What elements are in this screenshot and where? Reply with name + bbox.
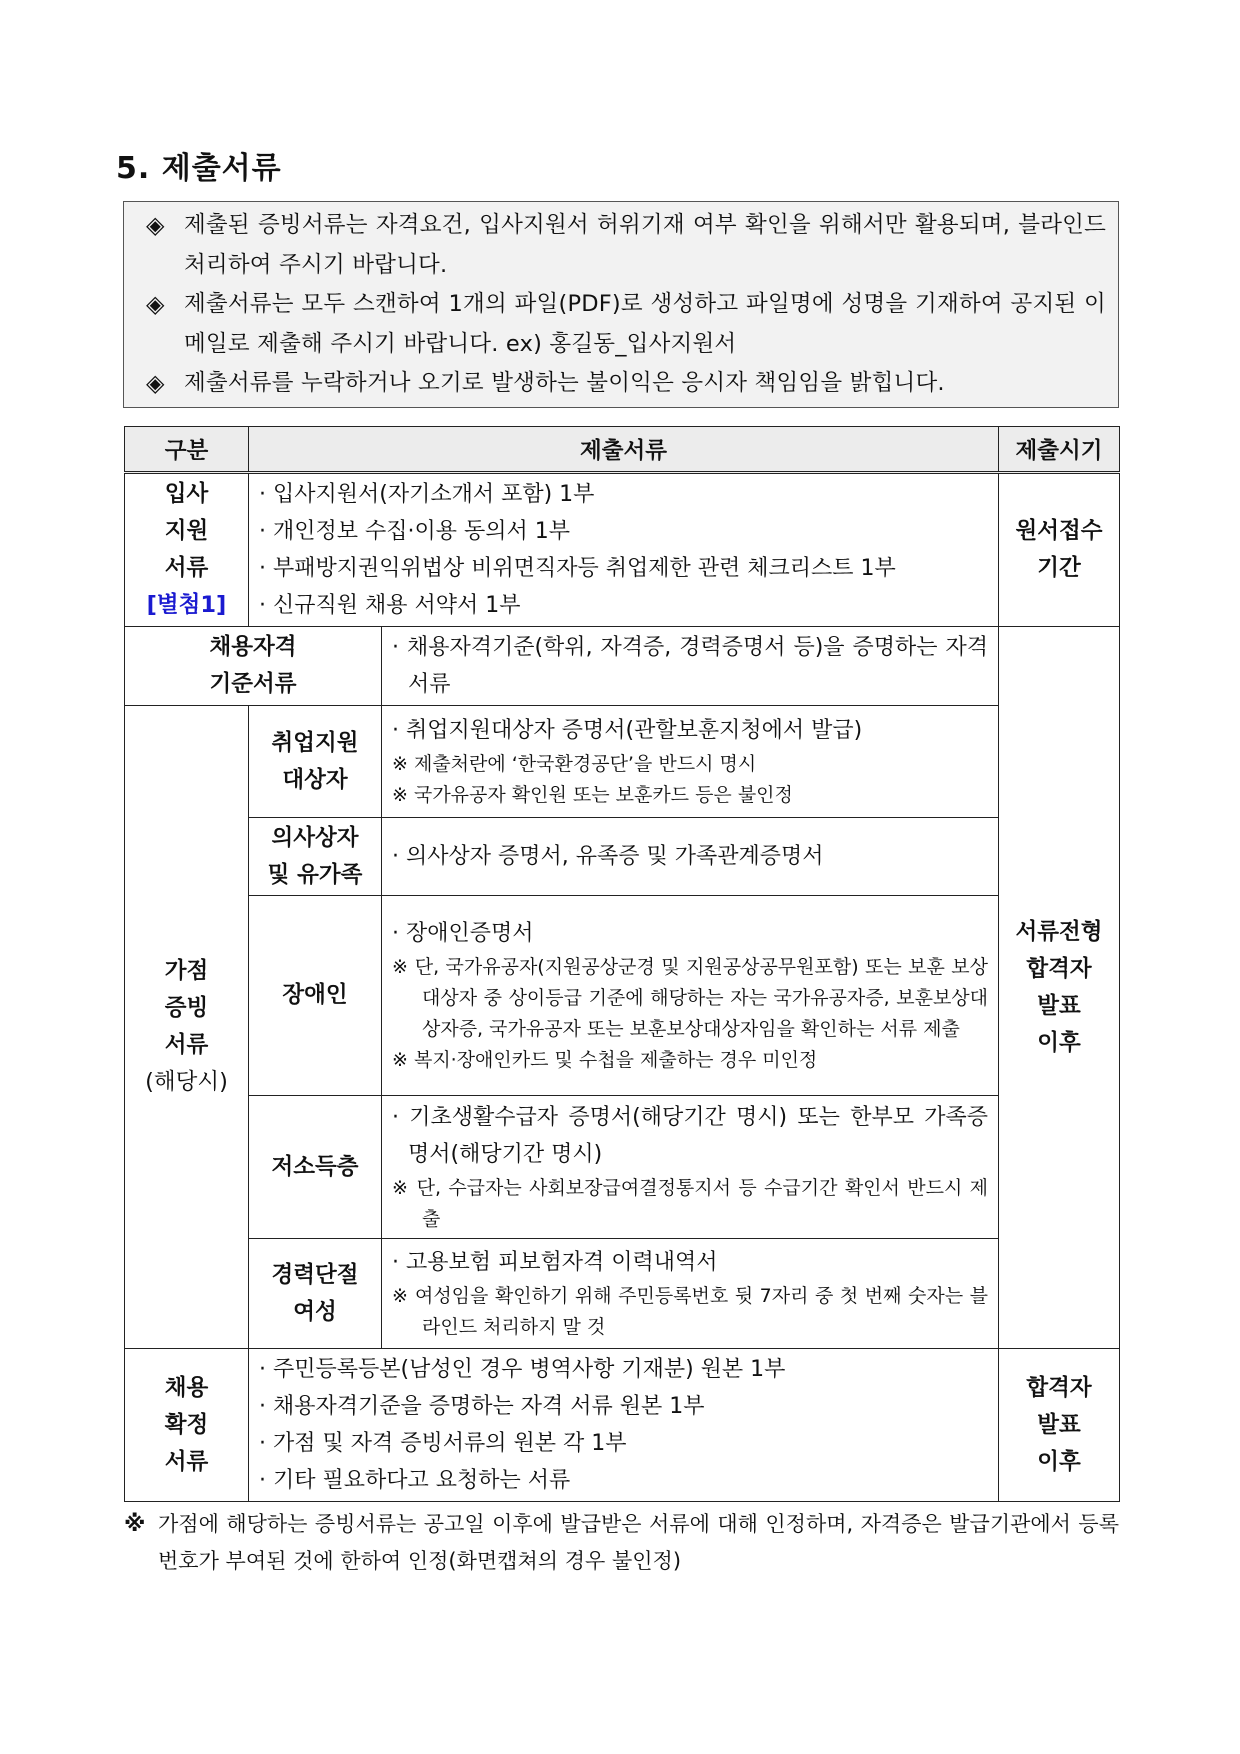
qualification-label — [125, 627, 382, 706]
document-item: · 의사상자 증명서, 유족증 및 가족관계증명서 — [392, 844, 824, 869]
table-row-bonus — [125, 1096, 1120, 1239]
label-line: 여성 — [293, 1298, 337, 1325]
reference-mark-icon: ※ — [124, 1512, 146, 1537]
document-item: · 개인정보 수집·이용 동의서 1부 — [259, 519, 570, 544]
bonus-timing — [999, 627, 1120, 1349]
header-timing: 제출시기 — [999, 427, 1120, 473]
bonus-documents — [382, 1239, 999, 1349]
notice-text: 제출서류는 모두 스캔하여 1개의 파일(PDF)로 생성하고 파일명에 성명을 기재하여 공지된 이메일로 제출해 주시기 바랍니다. ex) 홍길동_입사지원서 — [184, 291, 1106, 357]
application-timing — [999, 473, 1120, 627]
document-item: · 부패방지권익위법상 비위면직자등 취업제한 관련 체크리스트 1부 — [259, 556, 896, 581]
label-line: 채용 — [164, 1374, 209, 1401]
document-item: · 신규직원 채용 서약서 1부 — [259, 593, 521, 618]
bonus-category-label — [249, 706, 382, 818]
document-item: · 입사지원서(자기소개서 포함) 1부 — [259, 482, 595, 507]
document-item: · 기초생활수급자 증명서(해당기간 명시) 또는 한부모 가족증명서(해당기간 명시) — [392, 1105, 989, 1167]
document-note: ※ 복지·장애인카드 및 수첩을 제출하는 경우 미인정 — [392, 1049, 818, 1071]
label-line: 증빙 — [164, 995, 209, 1021]
document-item: · 채용자격기준(학위, 자격증, 경력증명서 등)을 증명하는 자격 서류 — [392, 635, 989, 697]
table-row-bonus — [125, 706, 1120, 818]
document-item: · 취업지원대상자 증명서(관할보훈지청에서 발급) — [392, 718, 863, 743]
qualification-documents — [382, 627, 999, 706]
footnote-text: 가점에 해당하는 증빙서류는 공고일 이후에 발급받은 서류에 대해 인정하며, 자격증은 발급기관에서 등록번호가 부여된 것에 한하여 인정(화면캡쳐의 경우 불인정) — [158, 1512, 1119, 1573]
bonus-category-label — [249, 896, 382, 1096]
table-row-application — [125, 473, 1120, 627]
page-title: 5. 제출서류 — [116, 151, 282, 186]
timing-line: 서류전형 — [1015, 918, 1103, 945]
timing-line: 발표 — [1037, 1411, 1081, 1438]
footnote — [124, 1506, 1119, 1580]
table-row-bonus — [125, 896, 1120, 1096]
bonus-documents — [382, 706, 999, 818]
label-line: 지원 — [164, 518, 209, 544]
attachment-label: [별첨1] — [146, 592, 227, 618]
label-line: 저소득층 — [271, 1153, 359, 1180]
application-label — [125, 473, 249, 627]
bonus-label-sub: (해당시) — [145, 1069, 228, 1095]
diamond-bullet-icon: ◈ — [146, 211, 165, 239]
diamond-bullet-icon: ◈ — [146, 290, 165, 319]
documents-table — [124, 426, 1120, 1502]
table-row-bonus — [125, 818, 1120, 896]
document-item: · 장애인증명서 — [392, 921, 534, 946]
bonus-category-label — [249, 818, 382, 896]
document-note: ※ 여성임을 확인하기 위해 주민등록번호 뒷 7자리 중 첫 번째 숫자는 블라인드 처리하지 말 것 — [392, 1285, 989, 1338]
notice-text: 제출된 증빙서류는 자격요건, 입사지원서 허위기재 여부 확인을 위해서만 활용되며, 블라인드 처리하여 주시기 바랍니다. — [184, 212, 1106, 278]
confirmation-label — [125, 1349, 249, 1502]
label-line: 기준서류 — [209, 671, 297, 697]
label-line: 서류 — [164, 1448, 209, 1475]
notice-item — [136, 285, 1106, 364]
label-line: 서류 — [164, 1032, 209, 1058]
document-note: ※ 제출처란에 ‘한국환경공단’을 반드시 명시 — [392, 753, 757, 775]
document-item: · 주민등록등본(남성인 경우 병역사항 기재분) 원본 1부 — [259, 1357, 786, 1382]
label-line: 대상자 — [282, 766, 348, 793]
label-line: 취업지원 — [271, 729, 359, 756]
bonus-documents — [382, 896, 999, 1096]
label-line: 경력단절 — [271, 1261, 359, 1288]
table-row-bonus — [125, 1239, 1120, 1349]
document-note: ※ 단, 국가유공자(지원공상군경 및 지원공상공무원포함) 또는 보훈 보상대상자 중 상이등급 기준에 해당하는 자는 국가유공자증, 보훈보상대상자증, 국가유공자 또는 보훈보상대상자임을 확인하는 서류 제출 — [392, 956, 989, 1040]
label-line: 입사 — [164, 481, 209, 507]
document-item: · 기타 필요하다고 요청하는 서류 — [259, 1468, 571, 1493]
label-line: 채용자격 — [209, 634, 297, 660]
bonus-category-label — [249, 1239, 382, 1349]
notice-text: 제출서류를 누락하거나 오기로 발생하는 불이익은 응시자 책임임을 밝힙니다. — [184, 370, 945, 397]
application-documents — [249, 473, 999, 627]
timing-line: 원서접수 — [1015, 518, 1103, 544]
table-row-qualification — [125, 627, 1120, 706]
diamond-bullet-icon: ◈ — [146, 369, 165, 398]
document-item: · 고용보험 피보험자격 이력내역서 — [392, 1250, 718, 1275]
bonus-documents — [382, 1096, 999, 1239]
notice-box — [123, 201, 1119, 408]
timing-line: 합격자 — [1026, 1374, 1092, 1401]
document-note: ※ 국가유공자 확인원 또는 보훈카드 등은 불인정 — [392, 784, 793, 806]
timing-line: 합격자 — [1026, 955, 1092, 982]
document-item: · 채용자격기준을 증명하는 자격 서류 원본 1부 — [259, 1394, 705, 1419]
notice-item — [136, 364, 1106, 404]
label-line: 의사상자 — [271, 824, 359, 851]
label-line: 가점 — [164, 958, 209, 984]
label-line: 서류 — [164, 555, 209, 581]
notice-item — [136, 206, 1106, 285]
table-header-row — [125, 427, 1120, 473]
document-item: · 가점 및 자격 증빙서류의 원본 각 1부 — [259, 1431, 627, 1456]
bonus-documents — [382, 818, 999, 896]
confirmation-documents — [249, 1349, 999, 1502]
bonus-category-label — [249, 1096, 382, 1239]
label-line: 장애인 — [282, 982, 348, 1008]
bonus-label — [125, 706, 249, 1349]
table-row-confirmation — [125, 1349, 1120, 1502]
header-documents: 제출서류 — [249, 427, 999, 473]
header-division: 구분 — [125, 427, 249, 473]
document-note: ※ 단, 수급자는 사회보장급여결정통지서 등 수급기간 확인서 반드시 제출 — [392, 1177, 989, 1230]
timing-line: 이후 — [1037, 1029, 1081, 1056]
timing-line: 이후 — [1037, 1448, 1081, 1475]
confirmation-timing — [999, 1349, 1120, 1502]
label-line: 및 유가족 — [267, 861, 363, 888]
timing-line: 발표 — [1037, 992, 1081, 1019]
label-line: 확정 — [164, 1411, 209, 1438]
timing-line: 기간 — [1037, 555, 1081, 581]
